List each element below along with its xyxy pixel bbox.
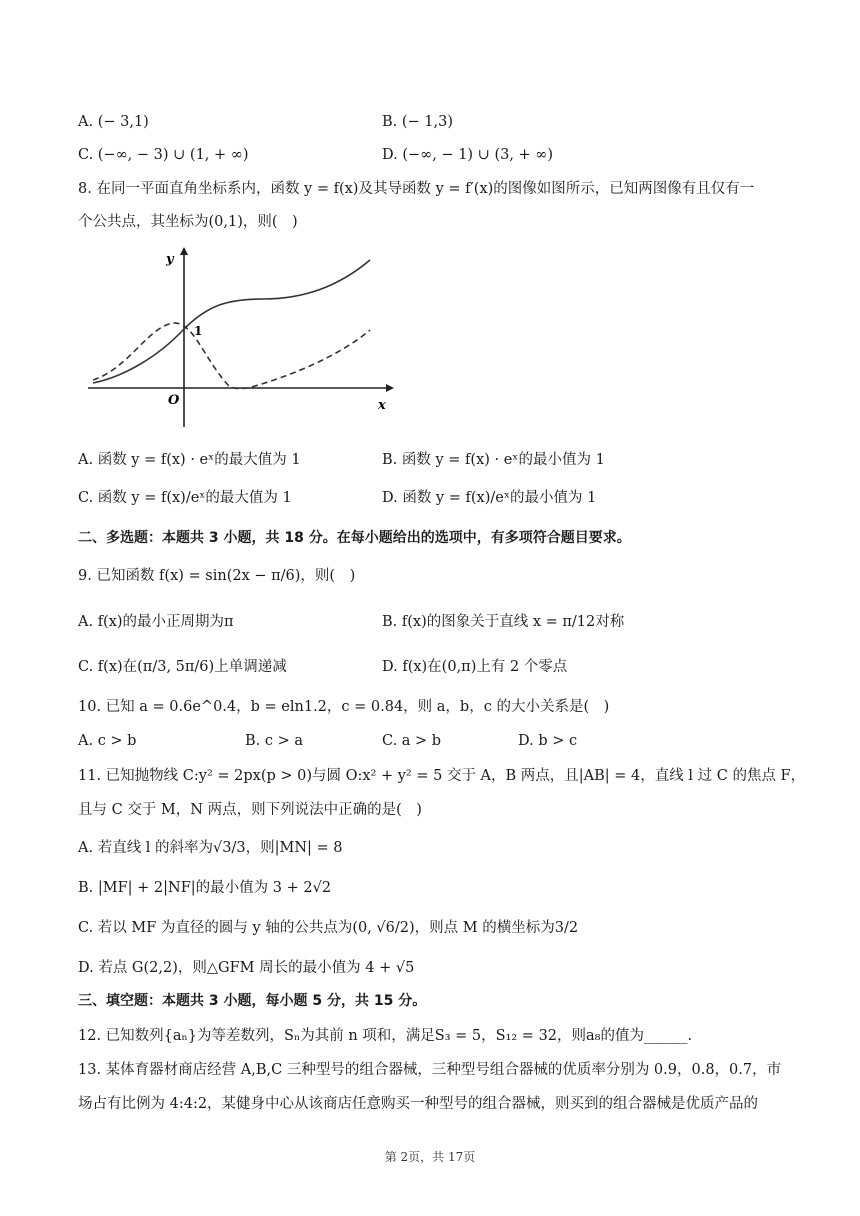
- q8-option-d: D. 函数 y = f(x)/eˣ的最小值为 1: [382, 490, 597, 506]
- y-axis-arrow: [180, 247, 188, 255]
- q11-option-c: C. 若以 MF 为直径的圆与 y 轴的公共点为(0, √6/2)，则点 M 的横坐标为3/2: [78, 920, 579, 936]
- q8-option-a: A. 函数 y = f(x) · eˣ的最大值为 1: [78, 452, 301, 468]
- x-axis-label: x: [378, 398, 386, 413]
- q7-option-a: A. (− 3,1): [78, 114, 149, 130]
- q8-option-c: C. 函数 y = f(x)/eˣ的最大值为 1: [78, 490, 292, 506]
- curve-f: [93, 260, 370, 383]
- section-heading-multiple-choice: 二、多选题：本题共 3 小题，共 18 分。在每小题给出的选项中，有多项符合题目要求。: [78, 530, 631, 546]
- q8-stem-line1: 8. 在同一平面直角坐标系内，函数 y = f(x)及其导函数 y = f′(x)的图像如图所示，已知两图像有且仅有一: [78, 181, 755, 197]
- q11-option-b: B. |MF| + 2|NF|的最小值为 3 + 2√2: [78, 880, 332, 896]
- q9-option-d: D. f(x)在(0,π)上有 2 个零点: [382, 659, 568, 675]
- intersection-label: 1: [194, 324, 203, 338]
- q10-stem: 10. 已知 a = 0.6e^0.4，b = eln1.2，c = 0.84，则 a，b，c 的大小关系是( ): [78, 699, 610, 715]
- y-axis-label: y: [166, 252, 174, 267]
- q7-option-d: D. (−∞, − 1) ∪ (3, + ∞): [382, 147, 554, 163]
- q8-stem-line2: 个公共点，其坐标为(0,1)，则( ): [78, 214, 298, 230]
- origin-label: O: [168, 393, 180, 408]
- q9-option-c: C. f(x)在(π/3, 5π/6)上单调递减: [78, 659, 287, 675]
- q10-option-b: B. c > a: [245, 733, 304, 749]
- q12-stem: 12. 已知数列{aₙ}为等差数列，Sₙ为其前 n 项和，满足S₃ = 5，S₁₂ = 32，则a₈的值为______.: [78, 1028, 693, 1044]
- q9-stem: 9. 已知函数 f(x) = sin(2x − π/6)，则( ): [78, 568, 356, 584]
- curve-f-prime: [93, 323, 370, 389]
- x-axis-arrow: [386, 384, 394, 392]
- q10-option-c: C. a > b: [382, 733, 442, 749]
- q7-option-b: B. (− 1,3): [382, 114, 454, 130]
- q11-option-d: D. 若点 G(2,2)，则△GFM 周长的最小值为 4 + √5: [78, 960, 415, 976]
- q13-stem-line2: 场占有比例为 4:4:2，某健身中心从该商店任意购买一种型号的组合器械，则买到的组合器械是优质产品的: [78, 1096, 759, 1112]
- q8-function-graph: [88, 247, 398, 437]
- q9-option-b: B. f(x)的图象关于直线 x = π/12对称: [382, 614, 625, 630]
- q11-option-a: A. 若直线 l 的斜率为√3/3，则|MN| = 8: [78, 840, 343, 856]
- q11-stem-line2: 且与 C 交于 M，N 两点，则下列说法中正确的是( ): [78, 802, 422, 818]
- page-footer: 第 2页，共 17页: [384, 1150, 476, 1164]
- q13-stem-line1: 13. 某体育器材商店经营 A,B,C 三种型号的组合器械，三种型号组合器械的优质率分别为 0.9，0.8，0.7，市: [78, 1062, 782, 1078]
- q9-option-a: A. f(x)的最小正周期为π: [78, 614, 234, 630]
- q10-option-a: A. c > b: [78, 733, 137, 749]
- q11-stem-line1: 11. 已知抛物线 C:y² = 2px(p > 0)与圆 O:x² + y² = 5 交于 A，B 两点，且|AB| = 4，直线 l 过 C 的焦点 F，: [78, 768, 806, 784]
- section-heading-fill-in: 三、填空题：本题共 3 小题，每小题 5 分，共 15 分。: [78, 993, 427, 1009]
- q8-option-b: B. 函数 y = f(x) · eˣ的最小值为 1: [382, 452, 605, 468]
- q7-option-c: C. (−∞, − 3) ∪ (1, + ∞): [78, 147, 249, 163]
- q10-option-d: D. b > c: [518, 733, 578, 749]
